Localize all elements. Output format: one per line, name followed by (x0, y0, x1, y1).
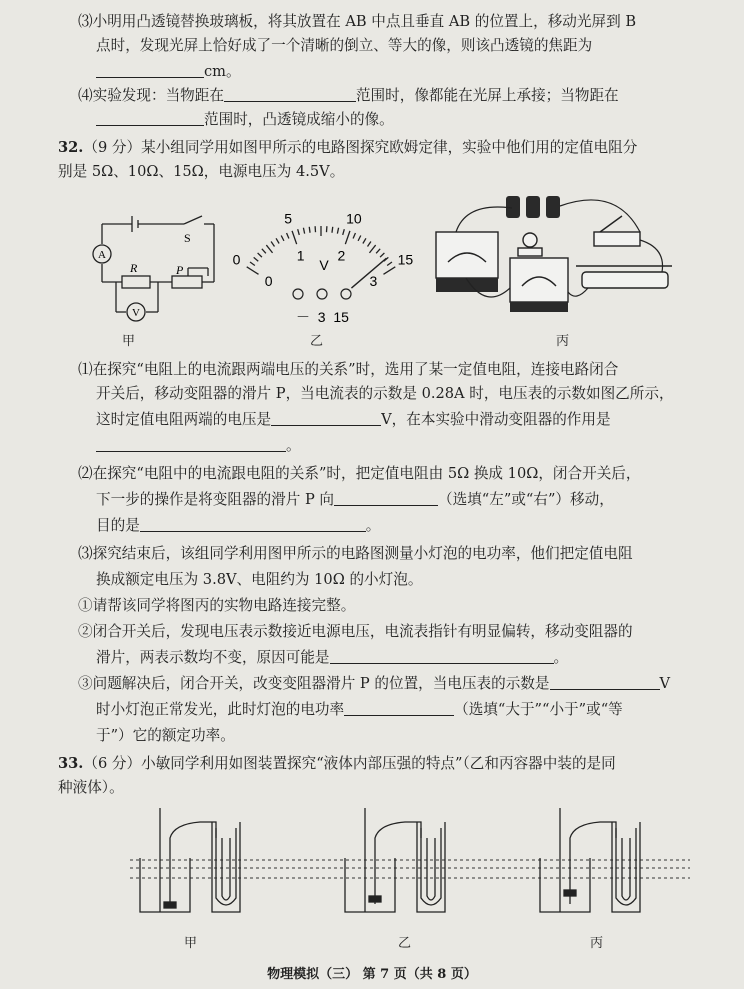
figure-label-bing-33: 丙 (590, 936, 604, 951)
dial-tick (298, 229, 300, 235)
dial-tick (303, 228, 304, 234)
apparatus-stroke (222, 838, 230, 900)
apparatus-stroke (216, 828, 236, 905)
q32-p2-text-c: 目的是 (96, 517, 140, 534)
ammeter-box (510, 258, 568, 302)
dial-top-tick-label: 10 (346, 210, 362, 227)
dial-tick (387, 262, 392, 266)
voltmeter-symbol: V (132, 307, 140, 319)
q31-p3-line3 (96, 62, 241, 82)
terminal-minus (293, 289, 303, 299)
q32-p1-text-a: 这时定值电阻两端的电压是 (96, 411, 272, 428)
dial-bottom-tick-label: 2 (337, 247, 346, 264)
figure-label-jia: 甲 (122, 334, 136, 349)
answer-blank[interactable] (344, 700, 454, 716)
figure-label-bing: 丙 (556, 334, 570, 349)
battery-icon (546, 196, 560, 218)
answer-blank[interactable] (550, 674, 660, 690)
figure-label-yi: 乙 (310, 334, 324, 349)
q31-p4-line1 (78, 86, 619, 106)
q32-p3-s2-end: 。 (553, 649, 569, 666)
question-number: 32. (58, 139, 84, 156)
q32-p3-s3-text-c: 时小灯泡正常发光，此时灯泡的电功率 (96, 701, 345, 718)
q31-p4-text-b: 范围时，像都能在光屏上承接；当物距在 (355, 87, 619, 104)
answer-blank[interactable] (271, 410, 381, 426)
voltmeter-dial (226, 196, 416, 326)
q32-p3-s2-line2 (96, 648, 568, 668)
q32-p3-s3-line2 (96, 700, 623, 720)
apparatus-stroke (622, 838, 630, 900)
q32-p2-line2 (96, 490, 614, 510)
terminal-15 (341, 289, 351, 299)
q31-p4-line2 (96, 110, 394, 130)
dial-tick (337, 228, 338, 234)
q31-p4-line2-text: 范围时，凸透镜成缩小的像。 (204, 111, 394, 128)
battery-icon (526, 196, 540, 218)
probe-head (369, 896, 381, 902)
apparatus-stroke (170, 822, 216, 904)
dial-tick (363, 238, 366, 243)
q32-p3-s3-line1 (78, 674, 670, 694)
q32-p2-text-b: （选填“左”或“右”）移动， (438, 491, 614, 508)
dial-tick (376, 249, 380, 253)
q32-p3-s3-line3: 于”）它的额定功率。 (96, 727, 235, 744)
q32-p1-line2: 开关后，移动变阻器的滑片 P，当电流表的示数是 0.28A 时，电压表的示数如图乙所示， (96, 385, 674, 402)
q32-p1-end: 。 (286, 437, 301, 454)
q31-p3-line2: 点时，发现光屏上恰好成了一个清晰的倒立、等大的像，则该凸透镜的焦距为 (96, 37, 593, 54)
answer-blank[interactable] (96, 110, 204, 126)
switch-device (594, 232, 640, 246)
dial-bottom-tick-label: 0 (264, 272, 273, 289)
dial-tick (368, 242, 371, 247)
probe-head (164, 902, 176, 908)
q32-p3-s3-text-b: V (659, 675, 671, 692)
dial-tick (309, 227, 310, 233)
q32-head-line2: 别是 5Ω、10Ω、15Ω，电源电压为 4.5V。 (58, 163, 345, 180)
q32-head-text: （9 分）某小组同学用如图甲所示的电路图探究欧姆定律，实验中他们用的定值电阻分 (83, 139, 638, 156)
figure-label-jia-33: 甲 (184, 936, 198, 951)
apparatus-stroke (345, 858, 395, 912)
dial-tick (281, 236, 284, 241)
resistor-symbol: R (130, 261, 138, 275)
dial-top-tick-label: 15 (397, 251, 414, 268)
apparatus-stroke (375, 822, 421, 904)
q33-head-line1 (58, 754, 616, 774)
q32-head-line1 (58, 138, 637, 158)
ammeter-symbol: A (98, 249, 106, 261)
voltmeter-box (436, 232, 498, 278)
answer-blank[interactable] (96, 62, 204, 78)
dial-top-tick-label: 0 (232, 251, 241, 268)
figure-label-yi-33: 乙 (398, 936, 412, 951)
apparatus-stroke (540, 858, 590, 912)
dial-tick (254, 257, 259, 261)
rheostat-device (582, 272, 668, 288)
q32-p3-s2-line1: ②闭合开关后，发现电压表示数接近电源电压，电流表指针有明显偏转，移动变阻器的 (78, 623, 633, 640)
dial-tick (332, 227, 333, 233)
circuit-diagram (92, 212, 222, 322)
dial-tick (271, 242, 274, 247)
dial-tick (266, 245, 272, 253)
q31-p4-text-a: ⑷实验发现：当物距在 (78, 87, 224, 104)
q32-p3-line1: ⑶探究结束后，该组同学利用图甲所示的电路图测量小灯泡的电功率，他们把定值电阻 (78, 545, 633, 562)
page-footer: 物理模拟（三） 第 7 页（共 8 页） (267, 967, 477, 982)
dial-tick (369, 245, 375, 253)
apparatus-stroke (616, 828, 636, 905)
q33-head-line2: 种液体）。 (58, 779, 124, 796)
question-number: 33. (58, 755, 84, 772)
q32-p3-s2-text: 滑片，两表示数均不变，原因可能是 (96, 649, 330, 666)
dial-tick (383, 267, 395, 275)
dial-tick (292, 231, 297, 244)
answer-blank[interactable] (96, 436, 286, 452)
q32-p2-end: 。 (365, 517, 381, 534)
dial-tick (287, 233, 289, 239)
unit-text: cm。 (204, 63, 241, 80)
slider-symbol: P (176, 263, 184, 277)
dial-tick (345, 231, 350, 244)
q32-p3-s3-text-d: （选填“大于”“小于”或“等 (454, 701, 623, 718)
dial-bottom-tick-label: 1 (296, 247, 305, 264)
q32-p3-s3-text-a: ③问题解决后，闭合开关，改变变阻器滑片 P 的位置，当电压表的示数是 (78, 675, 550, 692)
meter-unit: V (319, 257, 329, 273)
dial-tick (380, 253, 384, 257)
q31-p3-line1: ⑶小明用凸透镜替换玻璃板，将其放置在 AB 中点且垂直 AB 的位置上，移动光屏到 B (78, 13, 637, 30)
bulb-icon (523, 233, 537, 247)
pressure-apparatus (130, 808, 690, 928)
dial-tick (247, 267, 259, 275)
terminal-labels: － 3 15 (296, 309, 349, 325)
q32-p2-text-a: 下一步的操作是将变阻器的滑片 P 向 (96, 491, 335, 508)
probe-head (564, 890, 576, 896)
q32-p2-line3 (96, 516, 380, 536)
dial-tick (250, 262, 255, 266)
answer-blank[interactable] (224, 86, 356, 102)
q32-p3-line2: 换成额定电压为 3.8V、电阻约为 10Ω 的小灯泡。 (96, 571, 423, 588)
dial-top-tick-label: 5 (284, 210, 293, 227)
q32-p1-line3 (96, 410, 611, 430)
q32-p3-s1: ①请帮该同学将图丙的实物电路连接完整。 (78, 597, 356, 614)
dial-tick (343, 229, 345, 235)
terminal-3 (317, 289, 327, 299)
q32-p1-text-b: V，在本实验中滑动变阻器的作用是 (381, 411, 611, 428)
dial-tick (276, 238, 279, 243)
apparatus-stroke (427, 838, 435, 900)
q32-p1-line1: ⑴在探究“电阻上的电流跟两端电压的关系”时，选用了某一定值电阻，连接电路闭合 (78, 361, 619, 378)
dial-tick (262, 249, 266, 253)
dial-tick (258, 253, 262, 257)
q32-p1-line4 (96, 436, 301, 456)
dial-bottom-tick-label: 3 (369, 272, 378, 289)
dial-tick (358, 236, 361, 241)
answer-blank[interactable] (140, 516, 366, 532)
answer-blank[interactable] (334, 490, 438, 506)
q33-head-text: （6 分）小敏同学利用如图装置探究“液体内部压强的特点”（乙和丙容器中装的是同 (83, 755, 616, 772)
switch-symbol: S (184, 231, 191, 245)
apparatus-stroke (421, 828, 441, 905)
apparatus-stroke (570, 822, 616, 904)
answer-blank[interactable] (330, 648, 554, 664)
q32-p2-line1: ⑵在探究“电阻中的电流跟电阻的关系”时，把定值电阻由 5Ω 换成 10Ω，闭合开关后， (78, 465, 641, 482)
dial-tick (353, 233, 355, 239)
apparatus-illustration (426, 192, 686, 322)
